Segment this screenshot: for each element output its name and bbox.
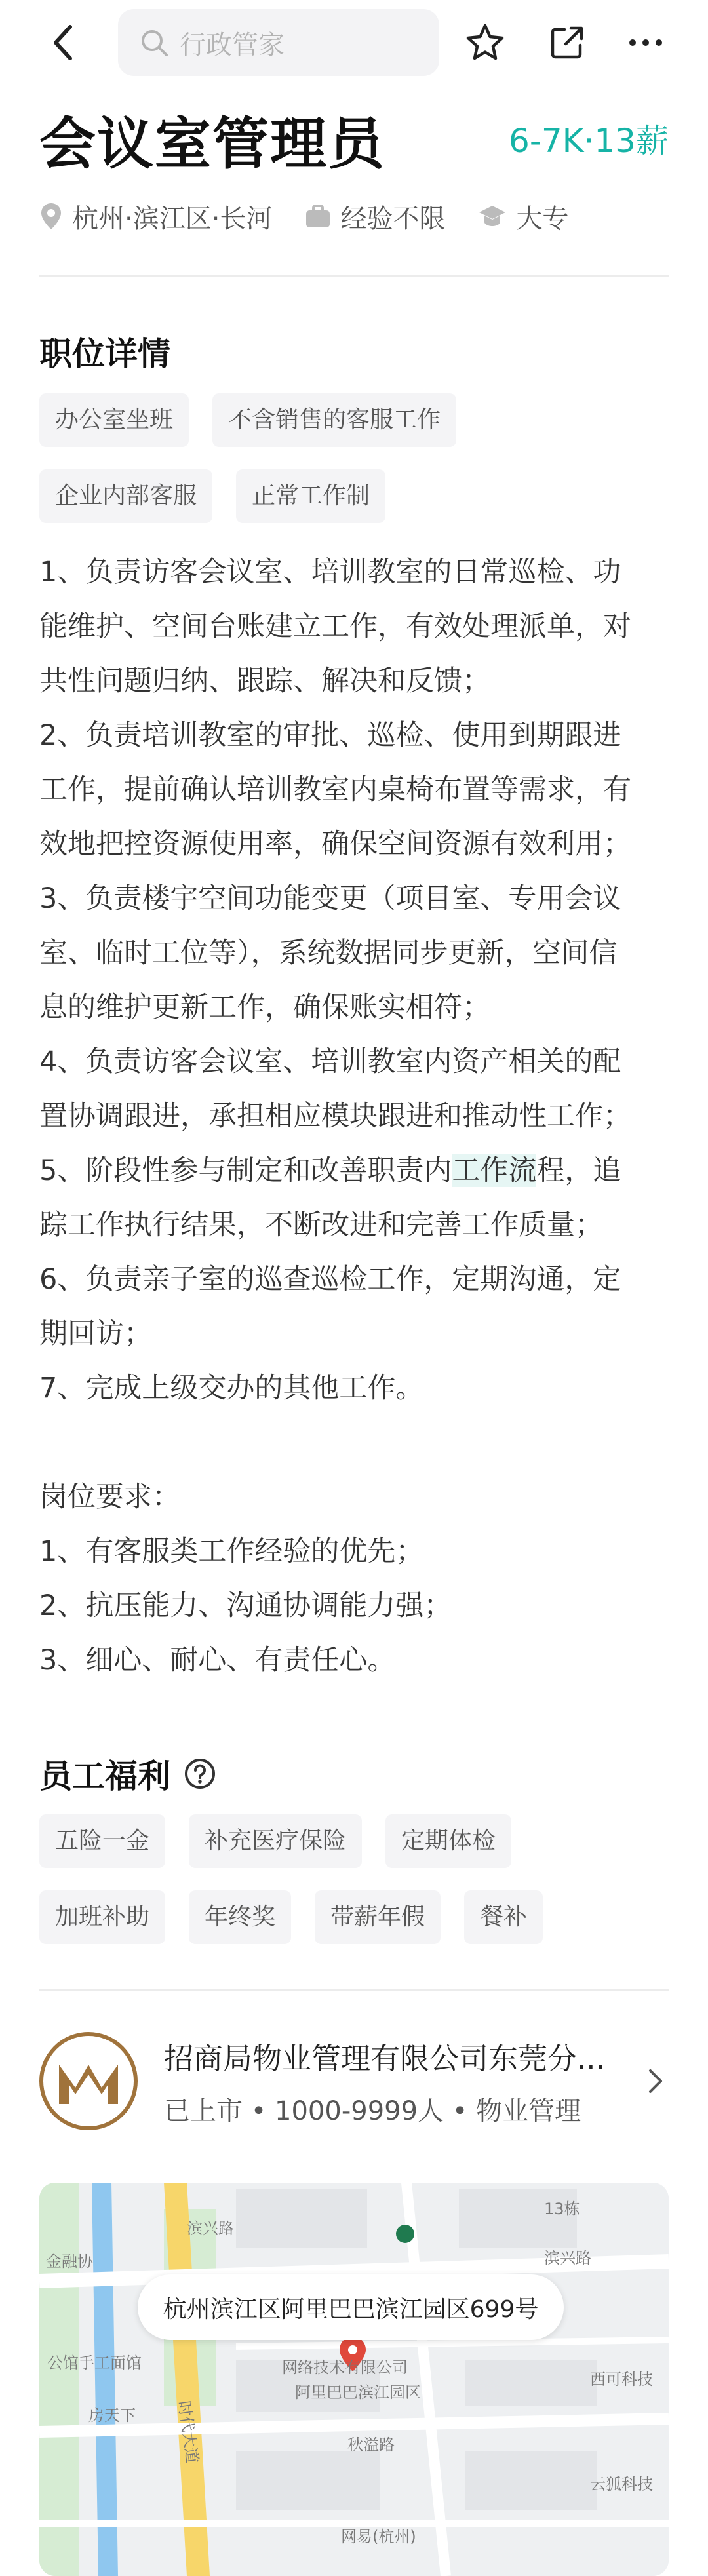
tag: 企业内部客服 xyxy=(39,469,212,523)
search-icon xyxy=(139,28,169,58)
search-placeholder: 行政管家 xyxy=(180,29,285,60)
map-label: 阿里巴巴滨江园区 xyxy=(295,2383,421,2402)
experience-text: 经验不限 xyxy=(340,203,446,234)
map-address-bubble: 杭州滨江区阿里巴巴滨江园区699号 xyxy=(138,2274,564,2340)
benefit-tag: 加班补助 xyxy=(39,1890,165,1944)
desc-line: 4、负责访客会议室、培训教室内资产相关的配 xyxy=(39,1045,621,1078)
salary: 6-7K·13薪 xyxy=(509,122,669,160)
job-title: 会议室管理员 xyxy=(39,111,385,177)
map-label: 公馆手工面馆 xyxy=(47,2354,142,2372)
map-label: 秋溢路 xyxy=(347,2436,395,2454)
tag: 办公室坐班 xyxy=(39,393,189,447)
desc-line: 3、负责楼宇空间功能变更（项目室、专用会议 xyxy=(39,882,621,915)
map-label: 时代大道 xyxy=(174,2399,202,2465)
desc-line: 1、负责访客会议室、培训教室的日常巡检、功 xyxy=(39,556,621,589)
company-info xyxy=(164,2035,642,2128)
desc-line: 6、负责亲子室的巡查巡检工作，定期沟通，定 xyxy=(39,1263,621,1296)
desc-line: 踪工作执行结果，不断改进和完善工作质量； xyxy=(39,1209,603,1241)
education-text: 大专 xyxy=(516,203,569,234)
job-meta xyxy=(39,193,601,239)
divider xyxy=(39,275,669,277)
map-label: 滨兴路 xyxy=(187,2219,234,2238)
desc-line: 共性问题归纳、跟踪、解决和反馈； xyxy=(39,665,490,697)
benefit-tag: 餐补 xyxy=(464,1890,543,1944)
benefits-title: 员工福利 xyxy=(39,1757,170,1795)
help-icon[interactable] xyxy=(184,1757,216,1790)
top-bar xyxy=(0,0,708,85)
desc-line: 5、阶段性参与制定和改善职责内工作流程，追 xyxy=(39,1154,621,1187)
benefits-heading xyxy=(39,1750,216,1797)
location xyxy=(39,198,272,235)
benefit-tag: 五险一金 xyxy=(39,1814,165,1868)
graduation-cap-icon xyxy=(478,205,507,228)
education xyxy=(478,198,568,235)
map-label: 13栋 xyxy=(544,2200,580,2218)
search-input[interactable] xyxy=(118,9,439,76)
map-label: 滨兴路 xyxy=(544,2249,591,2267)
briefcase-icon xyxy=(305,204,331,229)
tag: 不含销售的客服工作 xyxy=(212,393,456,447)
map-label: 西可科技 xyxy=(590,2370,653,2389)
desc-line: 7、完成上级交办的其他工作。 xyxy=(39,1372,424,1405)
desc-line: 效地把控资源使用率，确保空间资源有效利用； xyxy=(39,828,631,861)
desc-blank xyxy=(39,1416,675,1470)
share-icon[interactable] xyxy=(544,20,590,66)
desc-line: 息的维护更新工作，确保账实相符； xyxy=(39,991,490,1024)
desc-line: 能维护、空间台账建立工作，有效处理派单，对 xyxy=(39,610,631,643)
map-label: 云狐科技 xyxy=(590,2475,653,2493)
chevron-right-icon[interactable] xyxy=(642,2061,669,2101)
desc-line: 置协调跟进，承担相应模块跟进和推动性工作； xyxy=(39,1100,631,1133)
benefit-tag: 带薪年假 xyxy=(315,1890,441,1944)
location-map[interactable] xyxy=(39,2183,669,2576)
tag: 正常工作制 xyxy=(236,469,385,523)
benefit-tag: 补充医疗保险 xyxy=(189,1814,362,1868)
company-name: 招商局物业管理有限公司东莞分... xyxy=(164,2041,605,2076)
desc-line: 2、抗压能力、沟通协调能力强； xyxy=(39,1590,452,1622)
more-icon[interactable] xyxy=(623,20,669,66)
job-description xyxy=(39,545,675,1688)
benefits-tags xyxy=(39,1814,675,1966)
location-pin-icon xyxy=(39,202,63,231)
highlighted-text: 工作流 xyxy=(452,1154,537,1187)
details-heading: 职位详情 xyxy=(39,335,170,373)
desc-line: 室、临时工位等），系统数据同步更新，空间信 xyxy=(39,937,618,969)
map-label: 网络技术有限公司 xyxy=(282,2358,408,2377)
benefit-tag: 定期体检 xyxy=(385,1814,511,1868)
location-text: 杭州·滨江区·长河 xyxy=(72,203,273,234)
benefit-tag: 年终奖 xyxy=(189,1890,291,1944)
star-icon[interactable] xyxy=(462,20,508,66)
map-label: 网易(杭州) xyxy=(341,2527,416,2546)
company-logo xyxy=(39,2032,138,2130)
requirements-heading: 岗位要求： xyxy=(39,1481,180,1513)
desc-line: 期回访； xyxy=(39,1317,152,1350)
company-details: 已上市 • 1000-9999人 • 物业管理 xyxy=(164,2096,581,2126)
map-label: 金融协 xyxy=(46,2252,93,2271)
desc-line: 1、有客服类工作经验的优先； xyxy=(39,1535,424,1568)
company-card[interactable] xyxy=(39,2025,669,2137)
desc-line: 3、细心、耐心、有责任心。 xyxy=(39,1644,396,1677)
desc-line: 2、负责培训教室的审批、巡检、使用到期跟进 xyxy=(39,719,621,752)
experience xyxy=(305,198,445,235)
desc-line: 工作，提前确认培训教室内桌椅布置等需求，有 xyxy=(39,773,631,806)
back-icon[interactable] xyxy=(39,20,85,66)
details-tags xyxy=(39,393,675,545)
map-label: 房天下 xyxy=(88,2406,136,2425)
divider xyxy=(39,1989,669,1991)
